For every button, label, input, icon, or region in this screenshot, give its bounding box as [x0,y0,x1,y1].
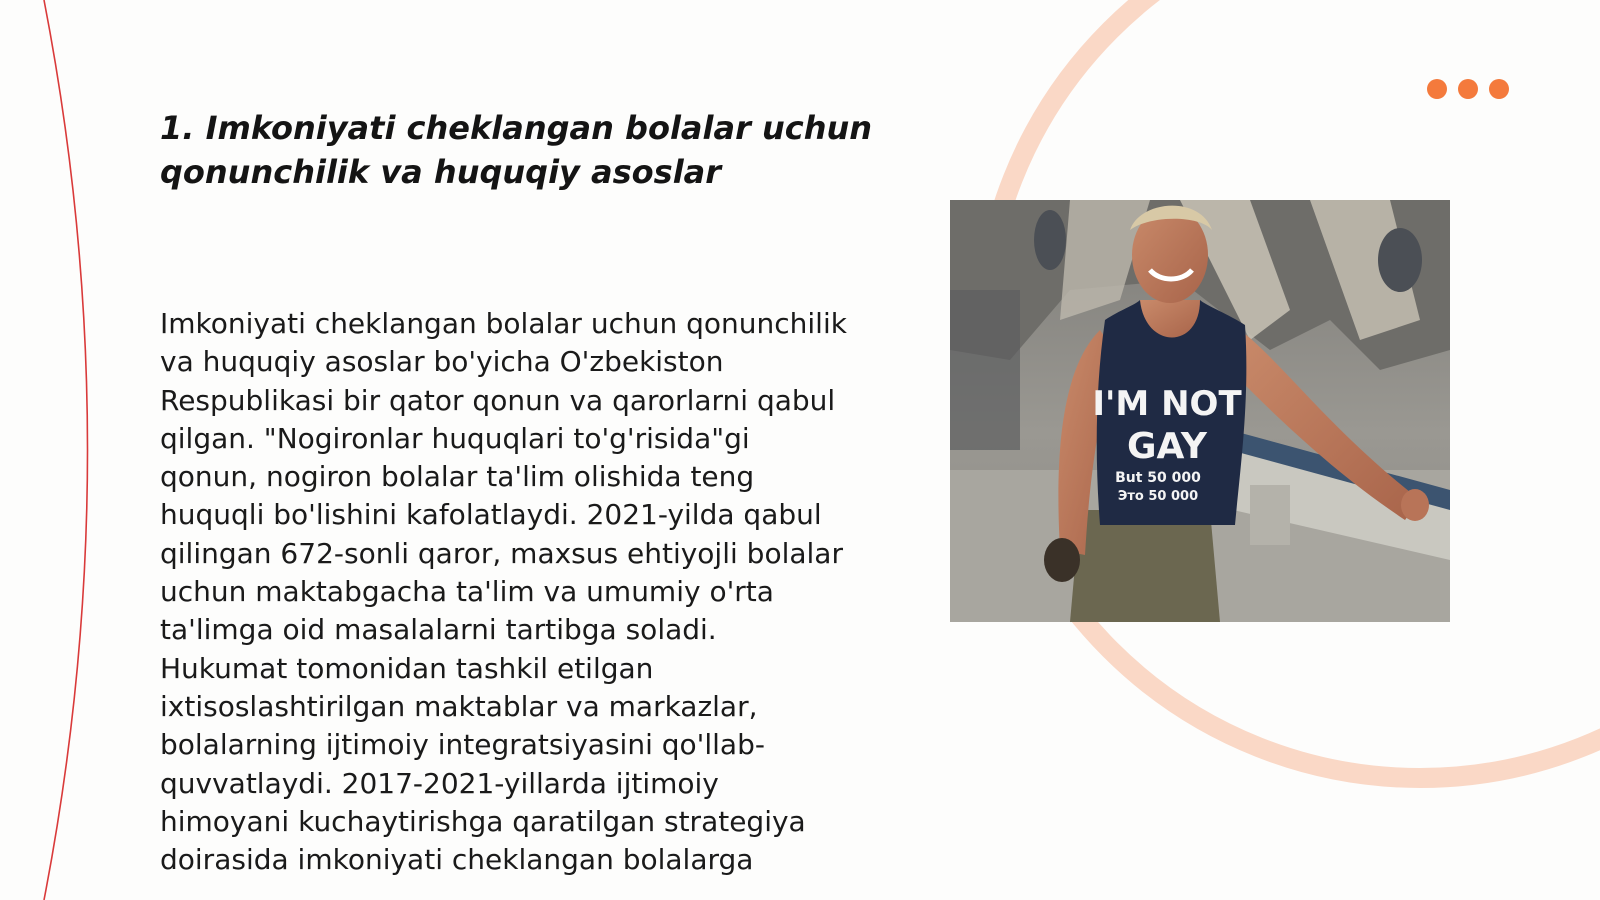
shirt-text-line3: But 50 000 [1115,470,1201,486]
dot-2 [1458,79,1478,99]
slide-body-text: Imkoniyati cheklangan bolalar uchun qonunchilik va huquqiy asoslar bo'yicha O'zbekiston Respublikasi bir qator qonun va qarorlarni qabul qilgan. "Nogironlar huquqlari to'g'risida"gi qonun, nogiron bolalar ta'lim olishida teng huquqli bo'lishini kafolatlaydi. 2021-yilda qabul qilingan 672-sonli qaror, maxsus ehtiyojli bolalar uchun maktabgacha ta'lim va umumiy o'rta ta'limga oid masalalarni tartibga soladi. Hukumat tomonidan tashkil etilgan ixtisoslashtirilgan maktablar va markazlar, bolalarning ijtimoiy integratsiyasini qo'llab-quvvatlaydi. 2017-2021-yillarda ijtimoiy himoyani kuchaytirishga qaratilgan strategiya doirasida imkoniyati cheklangan bolalarga [160,307,847,877]
dot-1 [1427,79,1447,99]
photo-illustration [950,200,1450,622]
shirt-text-line2: GAY [1126,426,1208,467]
slide-title: 1. Imkoniyati cheklangan bolalar uchun qonunchilik va huquqiy asoslar [160,109,873,191]
slide-photo [950,200,1450,622]
dot-3 [1489,79,1509,99]
shirt-text-line4: Это 50 000 [1117,489,1199,504]
shirt-text-line1: I'M NOT [1092,384,1242,424]
left-red-curve [44,0,88,900]
more-dots-icon[interactable] [1427,79,1509,99]
